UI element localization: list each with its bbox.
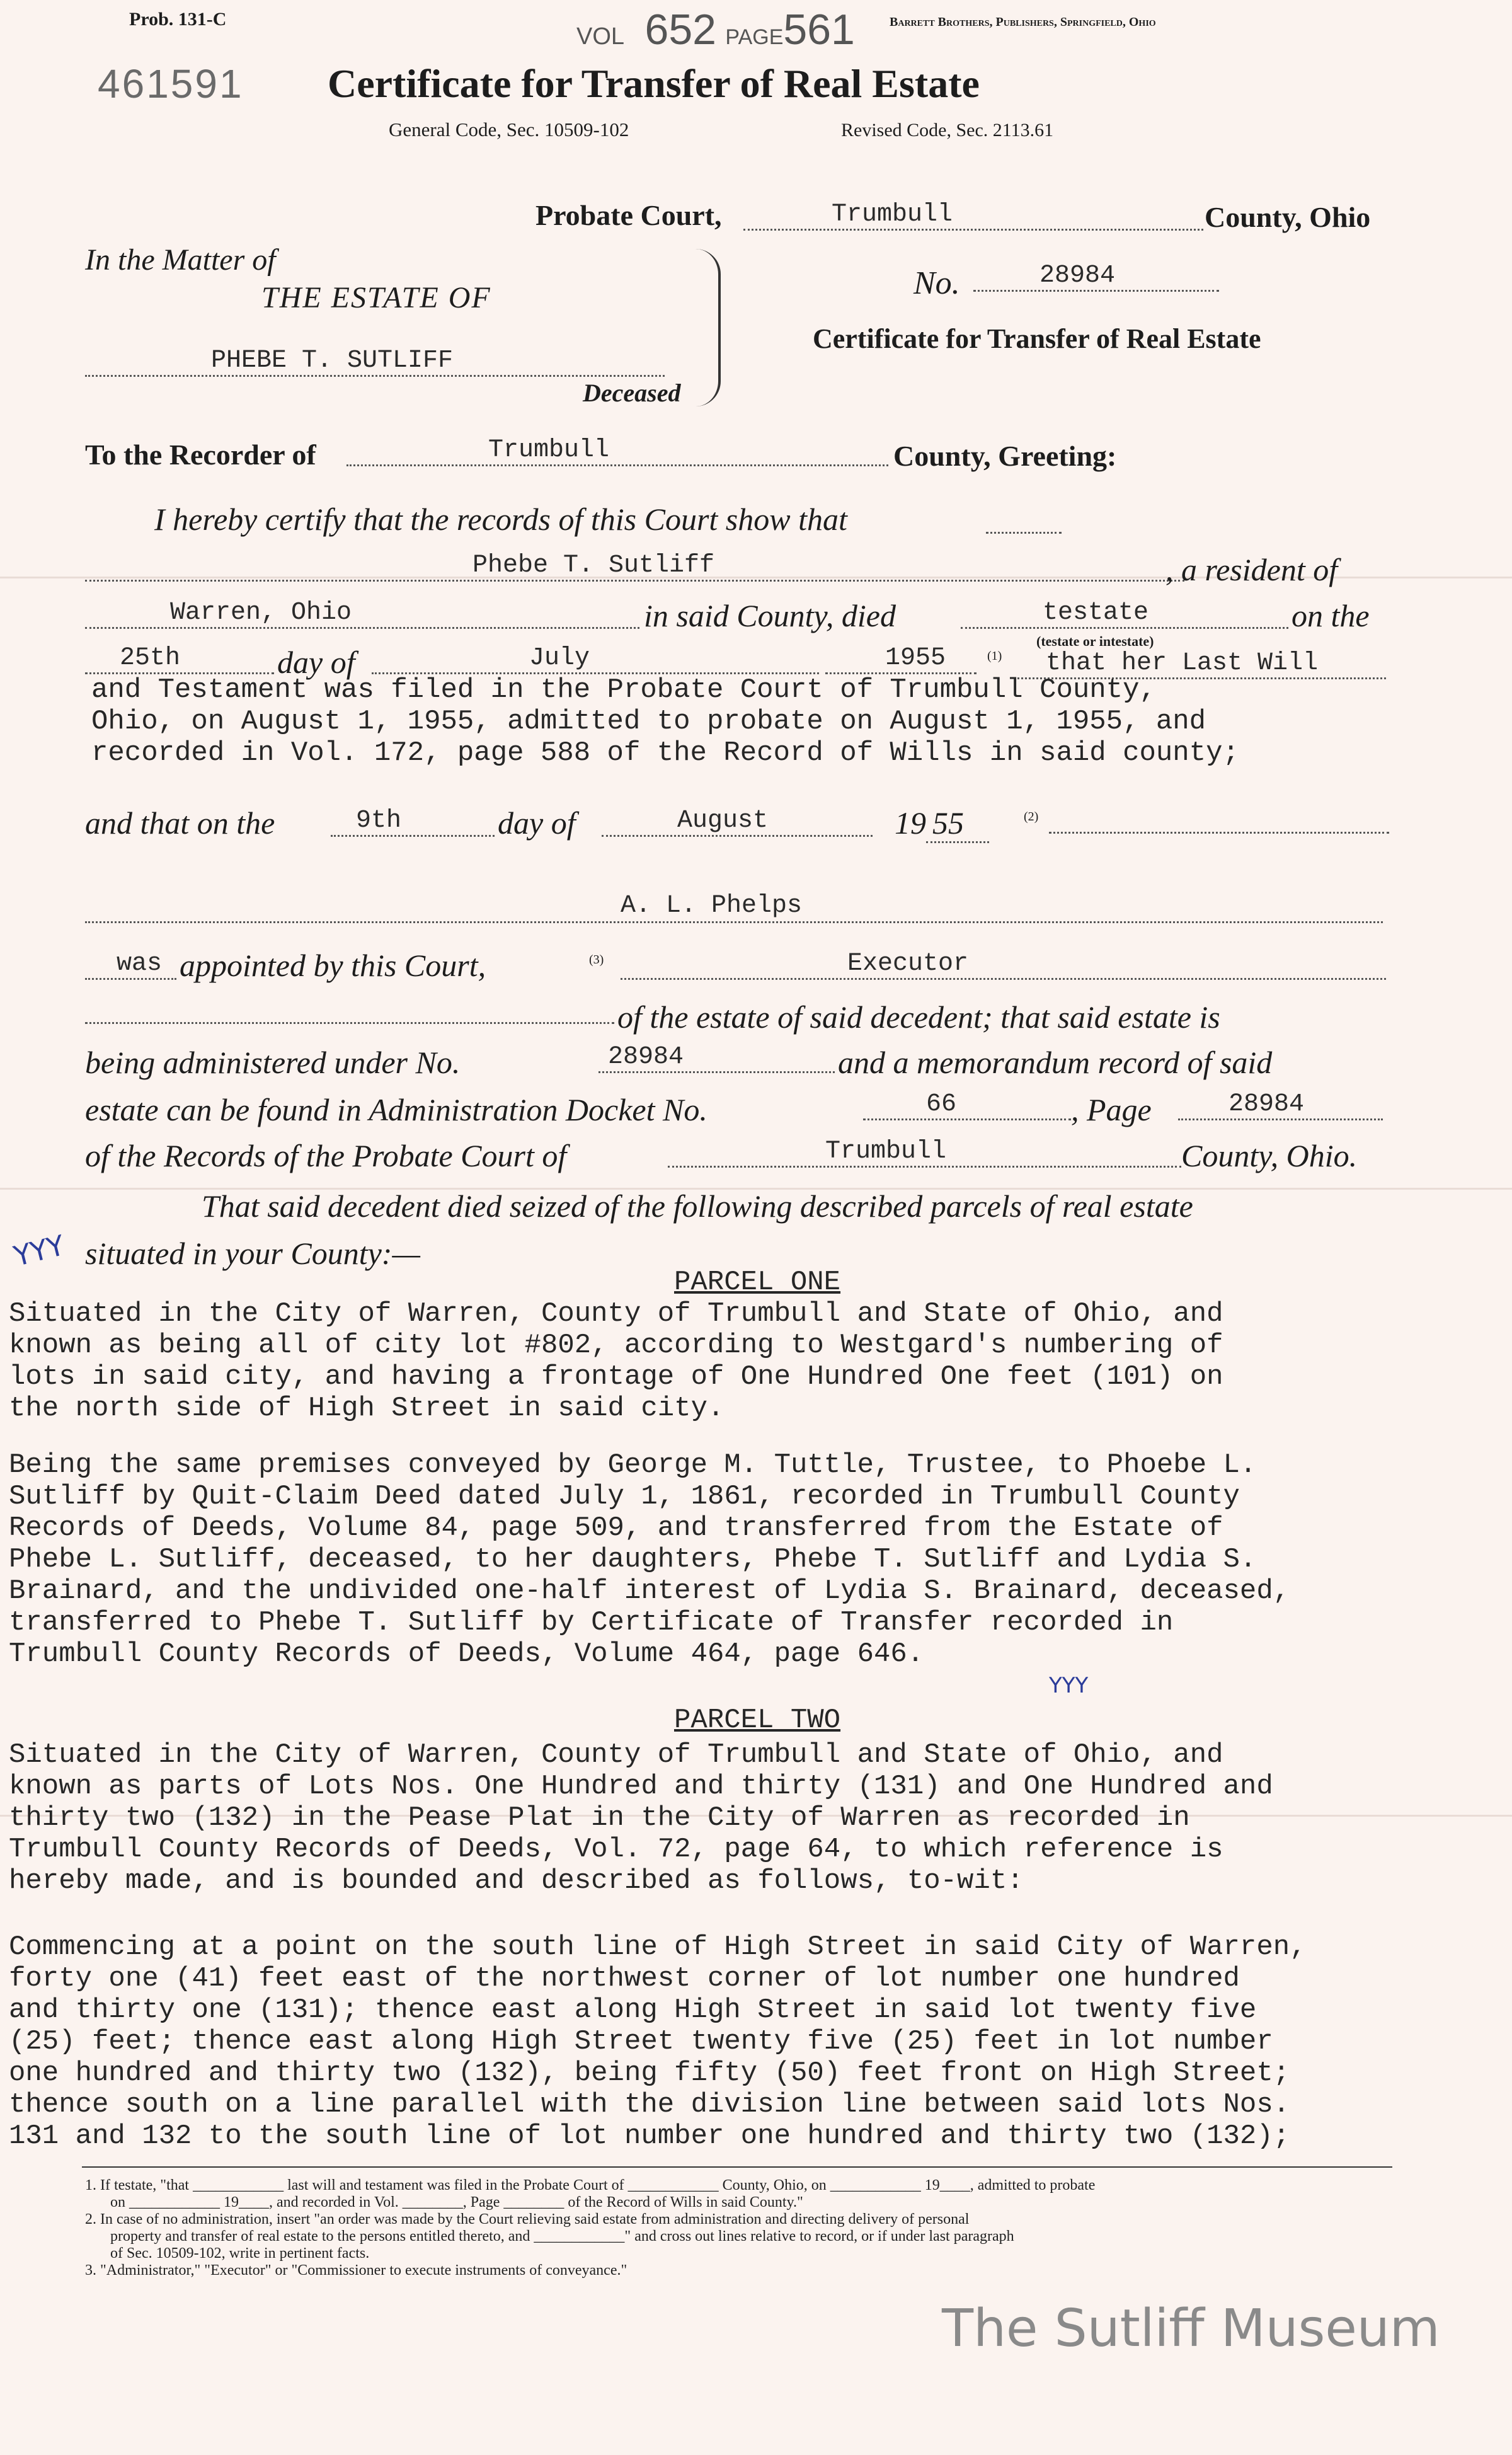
testate-note: (testate or intestate) <box>1036 633 1154 649</box>
parcel-one-history-line: Records of Deeds, Volume 84, page 509, and transferred from the Estate of <box>9 1512 1223 1544</box>
parcel-two-desc-line: Commencing at a point on the south line of High Street in said City of Warren, <box>9 1931 1307 1963</box>
matter-brace <box>693 249 721 406</box>
museum-watermark: The Sutliff Museum <box>942 2299 1440 2359</box>
case-number: 28984 <box>973 262 1219 292</box>
appointment-year-prefix: 19 <box>895 805 926 841</box>
footnote-line: on ____________ 19____, and recorded in Vol. ________, Page ________ of the Record of Wills in said County." <box>110 2194 803 2211</box>
records-county-ohio: County, Ohio. <box>1181 1138 1358 1173</box>
will-line: Ohio, on August 1, 1955, admitted to probate on August 1, 1955, and <box>91 706 1206 737</box>
death-month: July <box>372 644 819 674</box>
revised-code: Revised Code, Sec. 2113.61 <box>841 120 1054 141</box>
appointee-line <box>85 920 1383 923</box>
appointed-label: appointed by this Court, <box>180 948 486 983</box>
certificate-subtitle: Certificate for Transfer of Real Estate <box>813 323 1261 354</box>
parcel-one-history-line: transferred to Phebe T. Sutliff by Certificate of Transfer recorded in <box>9 1607 1174 1638</box>
parcel-one-history-line: Sutliff by Quit-Claim Deed dated July 1, 1861, recorded in Trumbull County <box>9 1481 1240 1512</box>
publisher: Barrett Brothers, Publishers, Springfield, Ohio <box>890 15 1156 29</box>
parcel-two-desc-line: (25) feet; thence east along High Street twenty five (25) feet in lot number <box>9 2026 1273 2057</box>
died-label: in said County, died <box>644 598 896 633</box>
situated-text: situated in your County:— <box>85 1236 420 1271</box>
parcel-one-history-line: Phebe L. Sutliff, deceased, to her daughters, Phebe T. Sutliff and Lydia S. <box>9 1544 1257 1575</box>
death-year: 1955 <box>825 644 976 674</box>
document-number: 461591 <box>98 61 244 106</box>
death-day: 25th <box>85 644 274 674</box>
day-of-label-2: day of <box>498 805 576 841</box>
and-that-label: and that on the <box>85 805 275 841</box>
footnote-line: of Sec. 10509-102, write in pertinent facts. <box>110 2245 370 2262</box>
case-no-label: No. <box>914 265 960 301</box>
greeting: County, Greeting: <box>893 440 1117 472</box>
appointee-name: A. L. Phelps <box>621 892 803 920</box>
parcel-mark: YYY <box>1049 1673 1089 1698</box>
appointee-role: Executor <box>621 950 1386 980</box>
records-label: of the Records of the Probate Court of <box>85 1138 567 1173</box>
records-county: Trumbull <box>668 1137 1181 1168</box>
parcel-two-line: known as parts of Lots Nos. One Hundred and thirty (131) and One Hundred and <box>9 1771 1273 1802</box>
margin-mark: YYY <box>11 1229 68 1273</box>
parcel-two-desc-line: 131 and 132 to the south line of lot number one hundred and thirty two (132); <box>9 2120 1290 2152</box>
footnote-rule <box>82 2166 1392 2168</box>
parcel-two-line: Situated in the City of Warren, County of Trumbull and State of Ohio, and <box>9 1739 1223 1771</box>
parcel-two-heading: PARCEL TWO <box>674 1705 841 1736</box>
docket-number: 66 <box>863 1090 1071 1120</box>
will-line: and Testament was filed in the Probate Court of Trumbull County, <box>91 674 1156 706</box>
seized-text: That said decedent died seized of the following described parcels of real estate <box>202 1188 1193 1224</box>
docket-page: 28984 <box>1178 1090 1383 1120</box>
resident-name: Phebe T. Sutliff <box>85 551 1184 582</box>
appointment-fill <box>1049 819 1389 834</box>
parcel-one-history-line: Trumbull County Records of Deeds, Volume 464, page 646. <box>9 1638 924 1670</box>
on-the-label: on the <box>1292 598 1370 633</box>
parcel-two-line: hereby made, and is bounded and described as follows, to-wit: <box>9 1865 1024 1897</box>
parcel-one-line: the north side of High Street in said city. <box>9 1393 724 1424</box>
footnote-line: property and transfer of real estate to the persons entitled thereto, and ____________" and cross out lines relative to record, or if under last paragraph <box>110 2228 1014 2245</box>
day-of-label: day of <box>277 645 355 680</box>
parcel-two-desc-line: forty one (41) feet east of the northwest corner of lot number one hundred <box>9 1963 1240 1994</box>
parcel-two-line: Trumbull County Records of Deeds, Vol. 72, page 64, to which reference is <box>9 1834 1223 1865</box>
administered-label: being administered under No. <box>85 1045 461 1080</box>
vol-stamp: VOL 652 PAGE561 <box>576 6 855 54</box>
certify-fill <box>986 509 1062 534</box>
probate-court-label: Probate Court, <box>536 199 722 231</box>
estate-label: THE ESTATE OF <box>261 281 491 314</box>
footnote-line: 1. If testate, "that ____________ last will and testament was filed in the Probate Court of ____________ County, Ohio, on ____________ 19____, admitted to probate <box>85 2177 1096 2193</box>
parcel-two-desc-line: and thirty one (131); thence east along High Street in said lot twenty five <box>9 1994 1257 2026</box>
decedent-name: PHEBE T. SUTLIFF <box>85 347 665 377</box>
footnote-3-mark: (3) <box>589 953 604 967</box>
form-number: Prob. 131-C <box>129 9 227 30</box>
page-title: Certificate for Transfer of Real Estate <box>328 61 980 106</box>
court-county-value: Trumbull <box>743 200 1203 231</box>
parcel-one-history-line: Brainard, and the undivided one-half interest of Lydia S. Brainard, deceased, <box>9 1575 1290 1607</box>
appointment-day: 9th <box>331 807 495 837</box>
footnote-1-mark: (1) <box>987 649 1002 663</box>
parcel-one-history-line: Being the same premises conveyed by George M. Tuttle, Trustee, to Phoebe L. <box>9 1449 1257 1481</box>
was-label: was <box>85 950 176 980</box>
recorder-label: To the Recorder of <box>85 439 316 471</box>
footnote-line: 2. In case of no administration, insert "an order was made by the Court relieving said estate from administration and directing delivery of personal <box>85 2211 970 2228</box>
admin-number: 28984 <box>598 1043 835 1073</box>
general-code: General Code, Sec. 10509-102 <box>389 118 629 141</box>
parcel-one-line: lots in said city, and having a frontage of One Hundred One feet (101) on <box>9 1361 1223 1393</box>
deceased-label: Deceased <box>583 379 681 407</box>
estate-fill <box>85 1021 614 1024</box>
parcel-two-desc-line: one hundred and thirty two (132), being fifty (50) feet front on High Street; <box>9 2057 1290 2089</box>
residence-city: Warren, Ohio <box>85 599 639 629</box>
docket-page-label: , Page <box>1071 1092 1152 1127</box>
parcel-one-heading: PARCEL ONE <box>674 1267 841 1298</box>
testate-value: testate <box>961 599 1288 629</box>
docket-label: estate can be found in Administration Docket No. <box>85 1092 707 1127</box>
footnote-line: 3. "Administrator," "Executor" or "Commissioner to execute instruments of conveyance." <box>85 2262 627 2279</box>
parcel-two-desc-line: thence south on a line parallel with the division line between said lots Nos. <box>9 2089 1290 2120</box>
resident-label: , a resident of <box>1166 552 1338 587</box>
parcel-two-line: thirty two (132) in the Pease Plat in the City of Warren as recorded in <box>9 1802 1190 1834</box>
parcel-one-line: known as being all of city lot #802, according to Westgard's numbering of <box>9 1330 1223 1361</box>
matter-label: In the Matter of <box>85 243 276 277</box>
appointment-month: August <box>602 807 873 837</box>
memorandum-text: and a memorandum record of said <box>838 1045 1273 1080</box>
will-line: recorded in Vol. 172, page 588 of the Record of Wills in said county; <box>91 737 1239 769</box>
parcel-one-line: Situated in the City of Warren, County of Trumbull and State of Ohio, and <box>9 1298 1223 1330</box>
court-county-ohio: County, Ohio <box>1205 201 1371 233</box>
footnote-2-mark: (2) <box>1024 810 1039 824</box>
certify-text: I hereby certify that the records of this Court show that <box>154 502 847 537</box>
estate-admin-text: of the estate of said decedent; that said estate is <box>617 999 1220 1035</box>
appointment-year: 55 <box>926 805 989 843</box>
will-text: that her Last Will <box>1017 649 1386 679</box>
recorder-county: Trumbull <box>346 436 888 466</box>
